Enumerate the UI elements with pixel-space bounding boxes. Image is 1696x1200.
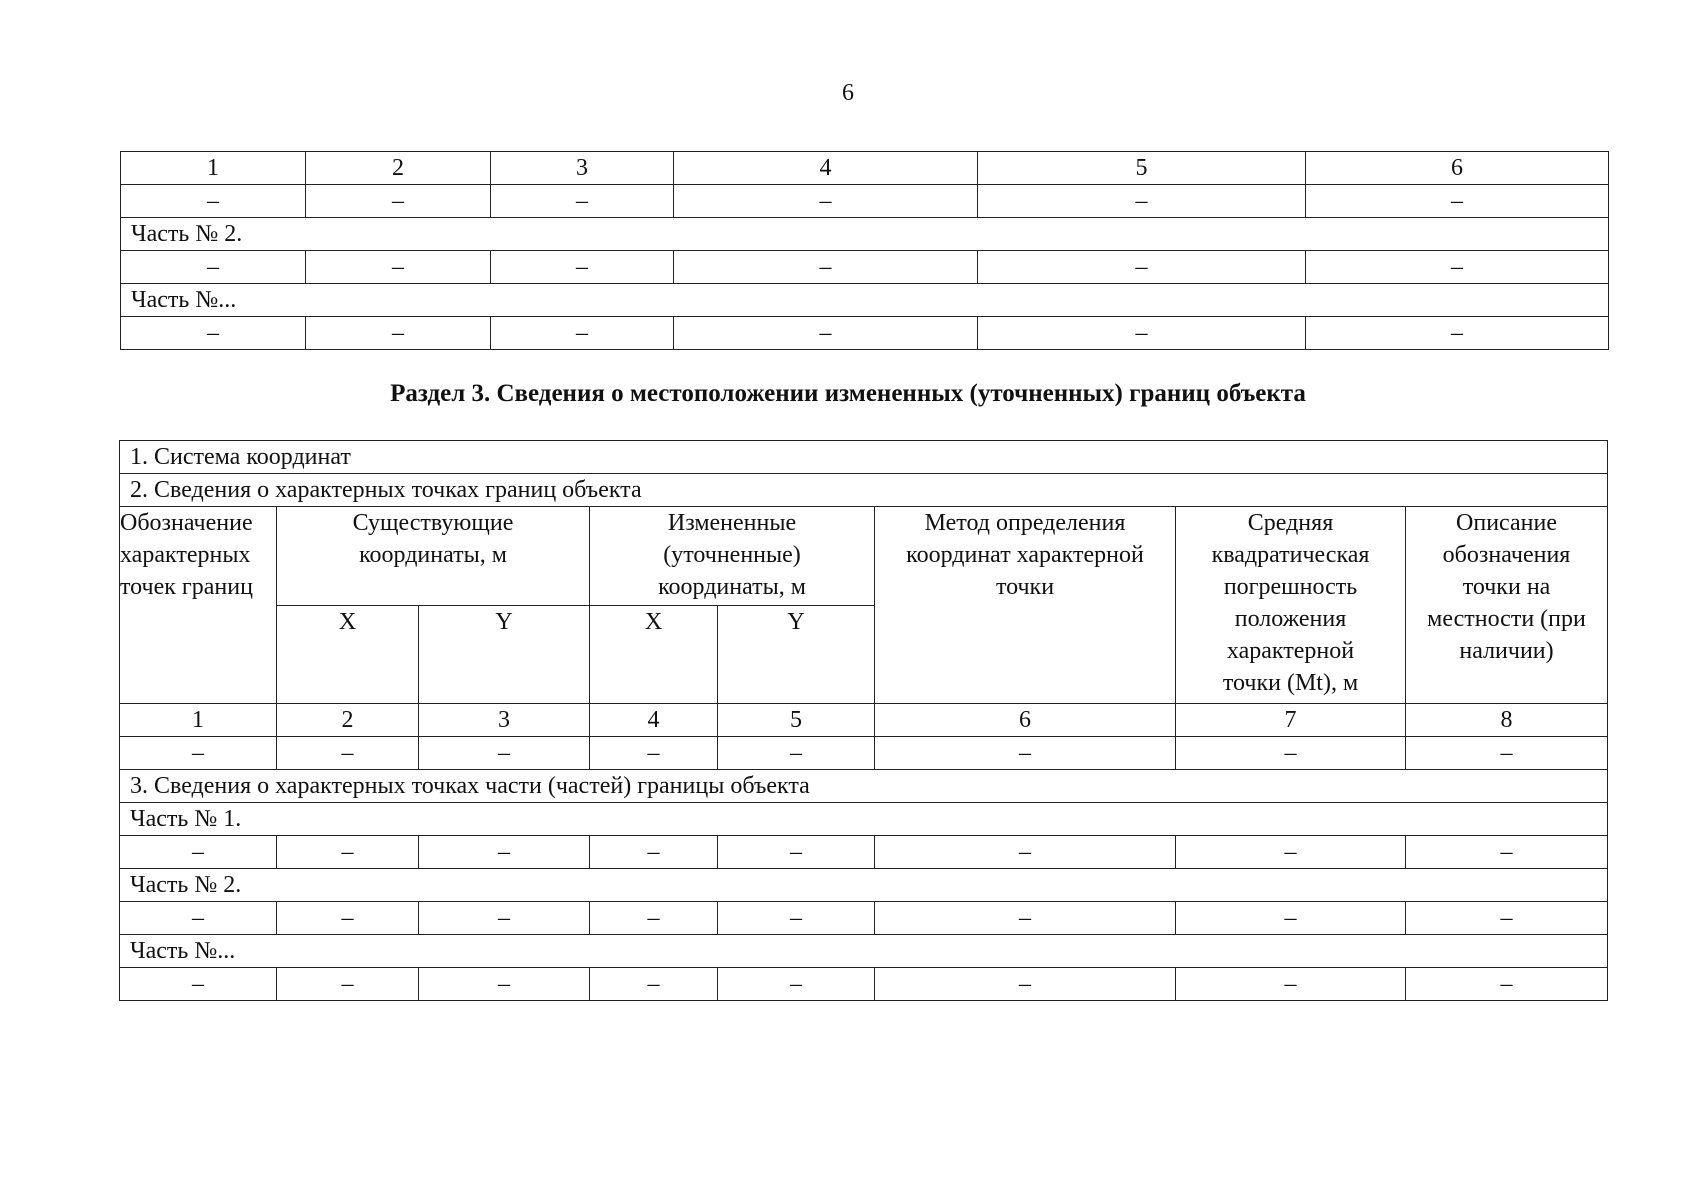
table-row [121, 251, 1609, 284]
part-label: Часть № 1. [120, 803, 1608, 836]
boundary-points-label: 2. Сведения о характерных точках границ объекта [120, 474, 1608, 507]
dash-cell: – [875, 737, 1176, 770]
dash-cell: – [491, 185, 674, 218]
header-designation [120, 507, 277, 704]
header-text: Измененные [667, 510, 797, 536]
dash-cell: – [277, 968, 419, 1001]
column-number: 1 [120, 704, 277, 737]
header-text: характерной [1226, 638, 1355, 664]
table-row [120, 902, 1608, 935]
parts-label: 3. Сведения о характерных точках части (частей) границы объекта [120, 770, 1608, 803]
header-changed-x: X [590, 606, 718, 704]
part-label: Часть № 2. [120, 869, 1608, 902]
header-text: Описание [1456, 510, 1557, 536]
header-description [1406, 507, 1608, 704]
dash-cell: – [1406, 902, 1608, 935]
column-number: 8 [1406, 704, 1608, 737]
header-text: погрешность [1223, 574, 1358, 600]
header-changed-coords [590, 507, 875, 606]
column-number: 2 [306, 152, 491, 185]
dash-cell: – [306, 185, 491, 218]
coordinate-system-label: 1. Система координат [120, 441, 1608, 474]
column-number: 4 [590, 704, 718, 737]
header-text: координаты, м [658, 574, 806, 600]
dash-cell: – [120, 737, 277, 770]
dash-cell: – [120, 968, 277, 1001]
column-number: 3 [419, 704, 590, 737]
column-number: 3 [491, 152, 674, 185]
dash-cell: – [978, 185, 1306, 218]
dash-cell: – [674, 185, 978, 218]
column-number: 1 [121, 152, 306, 185]
header-text: точки [995, 574, 1055, 600]
page-number: 6 [842, 80, 854, 106]
coordinate-system-row [120, 441, 1608, 474]
table-row [121, 317, 1609, 350]
column-number: 2 [277, 704, 419, 737]
boundary-points-row [120, 474, 1608, 507]
header-row [120, 507, 1608, 606]
header-text: Метод определения [924, 510, 1126, 536]
dash-cell: – [674, 251, 978, 284]
dash-cell: – [121, 251, 306, 284]
dash-cell: – [718, 902, 875, 935]
header-text: положения [1234, 606, 1347, 632]
dash-cell: – [718, 737, 875, 770]
dash-cell: – [491, 317, 674, 350]
header-text: (уточненные) [663, 542, 801, 568]
dash-cell: – [1406, 737, 1608, 770]
dash-cell: – [1176, 902, 1406, 935]
header-text: точки на [1462, 574, 1551, 600]
dash-cell: – [419, 902, 590, 935]
table-header-row [121, 152, 1609, 185]
dash-cell: – [718, 836, 875, 869]
dash-cell: – [1176, 836, 1406, 869]
header-text: наличии) [1459, 638, 1554, 664]
header-text: квадратическая [1211, 542, 1370, 568]
header-text: Существующие [352, 510, 514, 536]
column-number: 6 [1306, 152, 1609, 185]
dash-cell: – [674, 317, 978, 350]
dash-cell: – [1306, 317, 1609, 350]
dash-cell: – [978, 317, 1306, 350]
table-row [120, 836, 1608, 869]
header-text: Средняя [1247, 510, 1334, 536]
column-numbers-row [120, 704, 1608, 737]
header-text: обозначения [1442, 542, 1571, 568]
dash-cell: – [306, 317, 491, 350]
dash-cell: – [120, 836, 277, 869]
table-row [120, 737, 1608, 770]
header-text: точки (Mt), м [1222, 670, 1359, 696]
dash-cell: – [491, 251, 674, 284]
part-label-row [121, 218, 1609, 251]
part-label-row [120, 869, 1608, 902]
part-label-row [120, 803, 1608, 836]
part-label: Часть №... [120, 935, 1608, 968]
dash-cell: – [277, 737, 419, 770]
continuation-table [120, 151, 1609, 350]
header-text: Обозначение [120, 510, 253, 536]
column-number: 4 [674, 152, 978, 185]
header-mean-error [1176, 507, 1406, 704]
header-existing-x: X [277, 606, 419, 704]
table-row [120, 968, 1608, 1001]
header-existing-coords [277, 507, 590, 606]
dash-cell: – [277, 836, 419, 869]
column-number: 6 [875, 704, 1176, 737]
section-heading: Раздел 3. Сведения о местоположении измененных (уточненных) границ объекта [390, 380, 1306, 407]
dash-cell: – [306, 251, 491, 284]
dash-cell: – [1406, 968, 1608, 1001]
dash-cell: – [875, 968, 1176, 1001]
dash-cell: – [1306, 251, 1609, 284]
dash-cell: – [590, 737, 718, 770]
dash-cell: – [419, 737, 590, 770]
dash-cell: – [120, 902, 277, 935]
column-number: 7 [1176, 704, 1406, 737]
dash-cell: – [419, 836, 590, 869]
section3-table [119, 440, 1608, 1001]
header-method [875, 507, 1176, 704]
dash-cell: – [718, 968, 875, 1001]
dash-cell: – [419, 968, 590, 1001]
header-changed-y: Y [718, 606, 875, 704]
dash-cell: – [590, 968, 718, 1001]
dash-cell: – [121, 317, 306, 350]
part-label-row [121, 284, 1609, 317]
table-row [121, 185, 1609, 218]
dash-cell: – [1406, 836, 1608, 869]
column-number: 5 [978, 152, 1306, 185]
part-label: Часть № 2. [121, 218, 1609, 251]
dash-cell: – [875, 902, 1176, 935]
header-text: координаты, м [359, 542, 507, 568]
column-number: 5 [718, 704, 875, 737]
part-label: Часть №... [121, 284, 1609, 317]
part-label-row [120, 935, 1608, 968]
dash-cell: – [277, 902, 419, 935]
dash-cell: – [121, 185, 306, 218]
dash-cell: – [590, 902, 718, 935]
dash-cell: – [1306, 185, 1609, 218]
header-text: местности (при [1427, 606, 1586, 632]
dash-cell: – [1176, 968, 1406, 1001]
dash-cell: – [978, 251, 1306, 284]
header-text: точек границ [120, 574, 253, 600]
dash-cell: – [590, 836, 718, 869]
header-text: характерных [120, 542, 251, 568]
parts-row [120, 770, 1608, 803]
header-existing-y: Y [419, 606, 590, 704]
dash-cell: – [1176, 737, 1406, 770]
header-text: координат характерной [906, 542, 1144, 568]
dash-cell: – [875, 836, 1176, 869]
